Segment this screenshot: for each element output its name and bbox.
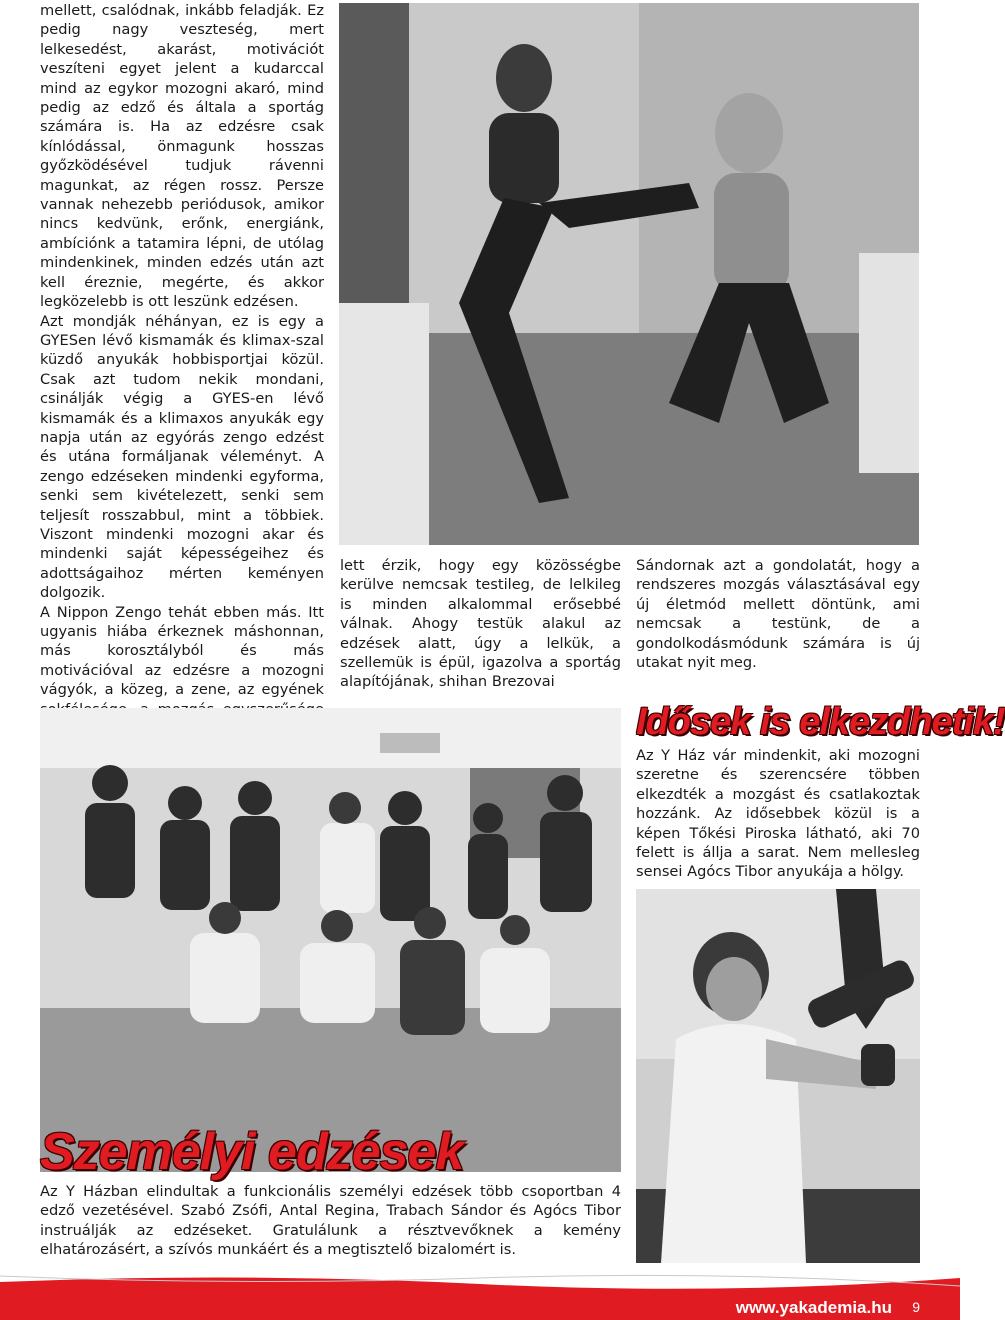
senior-section-text: Az Y Ház vár mindenkit, aki mozogni szeretne és szerencsére többen elkezdték a mozgást és csatlakoztak hozzánk. Az idősebbek közül is a képen Tőkési Piroska látható, aki 70 felett is állja a sarat. Nem mellesleg sensei Agócs Tibor anyukája a hölgy. [636, 747, 920, 881]
kick-training-photo-graphic [339, 3, 919, 545]
senior-training-photo [636, 889, 920, 1263]
column2-text: lett érzik, hogy egy közösségbe kerülve nemcsak testileg, de lelkileg is minden alkalommal erősebbé válnak. Ahogy testük alakul az edzések alatt, úgy a lelkük, a szellemük is épül, igazolva a sportág alapítójának, shihan Brezovai [340, 557, 621, 691]
article-column-1 [40, 1, 324, 777]
column3-text: Sándornak azt a gondolatát, hogy a rendszeres mozgás választásával egy új életmód mellett döntünk, ami nemcsak a testünk, de a gondolkodásmódunk számára is új utakat nyit meg. [636, 557, 920, 672]
page-number: 9 [912, 1299, 920, 1315]
column1-paragraph-2: Azt mondják néhányan, ez is egy a GYESen lévő kismamák és klimax-szal küzdő anyukák hobbisportjai közül. Csak azt tudom nekik mondani, csinálják végig a GYES-en lévő kismamák és a klimaxos anyukák egy napja után az egyórás zengo edzést és utána formáljanak véleményt. A zengo edzéseken mindenki egyforma, senki sem kivételezett, senki sem teljesít rosszabbul, mint a többiek. Viszont mindenki mozogni akar és mindenki saját képességeihez és adottságaihoz mérten keményen dolgozik. [40, 312, 324, 602]
kick-training-photo [339, 3, 919, 545]
footer-website-link[interactable]: www.yakademia.hu [735, 1298, 892, 1317]
article-column-2 [340, 556, 621, 692]
article-column-3 [636, 556, 920, 672]
senior-training-photo-graphic [636, 889, 920, 1263]
personal-section-title: Személyi edzések [40, 1123, 464, 1181]
column1-paragraph-3: A Nippon Zengo tehát ebben más. Itt ugyanis hiába érkeznek máshonnan, más korosztályból és más motivációval az edzésre a mozogni vágyók, a közeg, a zene, az egyének [40, 603, 324, 699]
column1-paragraph-1: mellett, csalódnak, inkább feladják. Ez pedig nagy veszteség, mert lelkesedést, akarást, motivációt veszíteni egyet jelent a kudarccal mind az egykor mozogni akaró, mind pedig az edző és általa a sportág számára is. Ha az edzésre csak kínlódással, önmagunk hosszas győzködésével tudjuk rávenni magunkat, az régen rossz. Persze vannak nehezebb periódusok, amikor nincs kedvünk, erőnk, energiánk, ambíciónk a tatamira lépni, de utólag mindenkinek, minden edzés után azt kell éreznie, megérte, és akkor legközelebb is ott leszünk edzésen. [40, 2, 324, 311]
group-photo [40, 708, 621, 1172]
senior-section-title: Idősek is elkezdhetik! [636, 701, 1005, 743]
personal-section-text: Az Y Házban elindultak a funkcionális személyi edzések több csoportban 4 edző vezetésével. Szabó Zsófi, Antal Regina, Trabach Sándor és Agócs Tibor instruálják az edzéseket. Gratulálunk a résztvevőknek a kemény elhatározásért, a szívós munkáért és a megtisztelő bizalomért is. [40, 1183, 621, 1259]
group-photo-graphic [40, 708, 621, 1172]
